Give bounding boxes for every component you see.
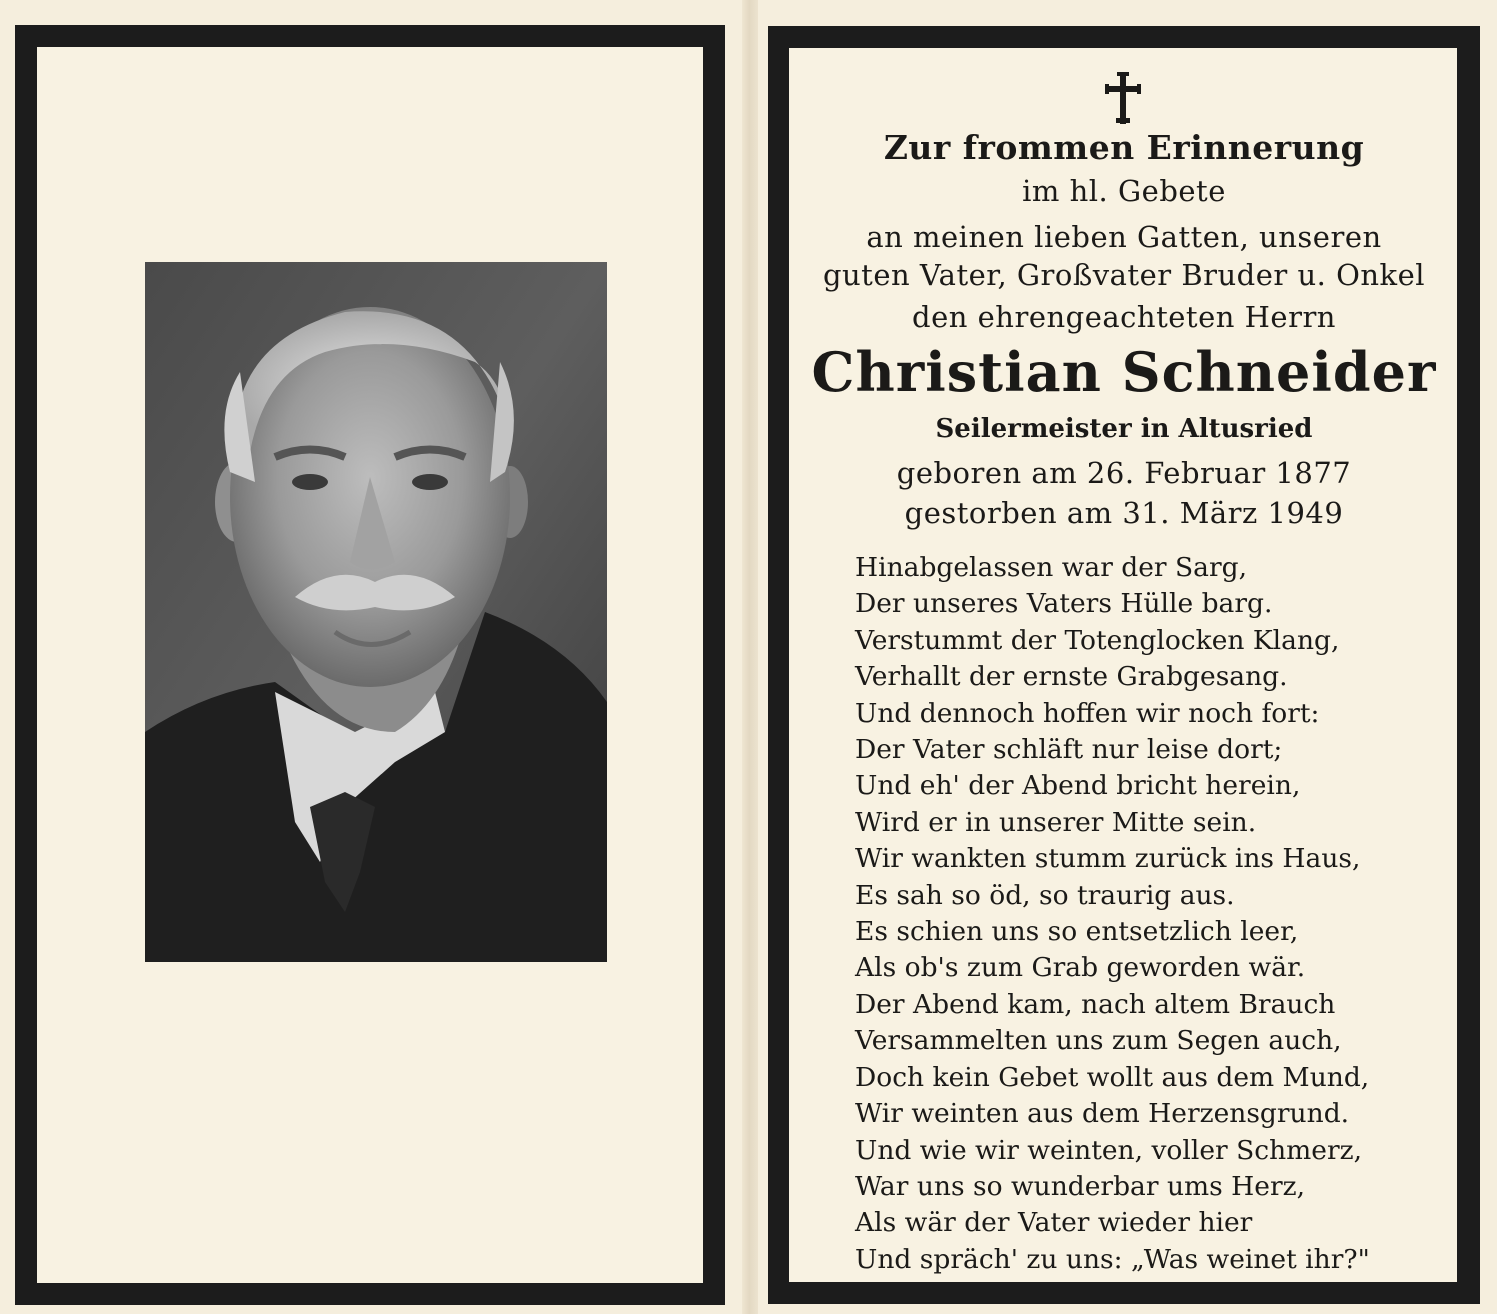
deceased-name: Christian Schneider — [811, 340, 1437, 404]
intro-line: im hl. Gebete — [1022, 174, 1226, 208]
poem-line: Und spräch' zu uns: „Was weinet ihr?" — [855, 1243, 1370, 1275]
poem-line: Der Abend kam, nach altem Brauch — [855, 988, 1336, 1020]
card-fold — [742, 0, 758, 1314]
poem-line: Als wär der Vater wieder hier — [855, 1207, 1253, 1239]
intro-line: an meinen lieben Gatten, unseren — [866, 220, 1382, 254]
birth-date: geboren am 26. Februar 1877 — [896, 456, 1352, 490]
poem-line: Verstummt der Totenglocken Klang, — [855, 624, 1340, 656]
poem-line: Der unseres Vaters Hülle barg. — [855, 588, 1273, 620]
poem-line: Hinabgelassen war der Sarg, — [855, 552, 1248, 583]
portrait-photo — [145, 262, 607, 962]
memorial-poem — [855, 550, 1445, 1278]
memorial-heading: Zur frommen Erinnerung — [883, 128, 1365, 167]
intro-line: guten Vater, Großvater Bruder u. Onkel — [822, 258, 1426, 292]
poem-line: War uns so wunderbar ums Herz, — [855, 1170, 1306, 1202]
poem-line: Und wie wir weinten, voller Schmerz, — [855, 1134, 1363, 1166]
death-date: gestorben am 31. März 1949 — [904, 496, 1344, 530]
poem-line: Wir weinten aus dem Herzensgrund. — [855, 1098, 1350, 1130]
poem-line: Wir wankten stumm zurück ins Haus, — [855, 843, 1361, 875]
latin-cross-icon — [1105, 72, 1141, 124]
poem-line: Als ob's zum Grab geworden wär. — [855, 952, 1306, 984]
deceased-occupation: Seilermeister in Altusried — [935, 414, 1313, 444]
poem-line: Es schien uns so entsetzlich leer, — [855, 916, 1299, 948]
poem-line: Und eh' der Abend bricht herein, — [855, 770, 1301, 802]
poem-line: Der Vater schläft nur leise dort; — [855, 734, 1283, 766]
poem-line: Wird er in unserer Mitte sein. — [855, 806, 1257, 838]
poem-line: Es sah so öd, so traurig aus. — [855, 879, 1235, 911]
poem-line: Doch kein Gebet wollt aus dem Mund, — [855, 1061, 1370, 1093]
intro-line: den ehrengeachteten Herrn — [912, 300, 1336, 334]
poem-line: Versammelten uns zum Segen auch, — [855, 1025, 1342, 1057]
poem-line: Und dennoch hoffen wir noch fort: — [855, 697, 1320, 729]
poem-line: Verhallt der ernste Grabgesang. — [855, 661, 1288, 693]
